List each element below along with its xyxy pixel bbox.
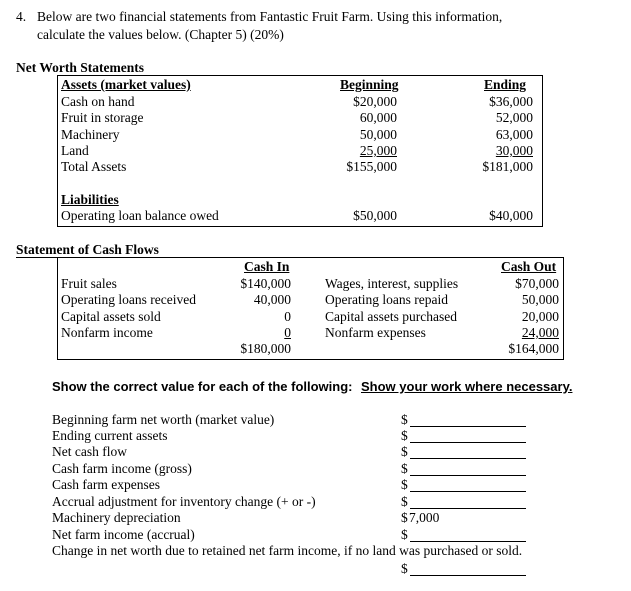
outflow-value: $70,000	[515, 276, 559, 291]
asset-beginning: 50,000	[359, 127, 397, 142]
last-question-prefix: $	[401, 561, 408, 576]
asset-ending: $36,000	[489, 94, 533, 109]
asset-beginning: 25,000	[359, 143, 397, 158]
total-assets-ending: $181,000	[482, 159, 533, 174]
answer-prefix: $	[401, 461, 408, 476]
asset-ending: 30,000	[495, 143, 533, 158]
outflow-label: Nonfarm expenses	[325, 325, 426, 340]
answer-label: Machinery depreciation	[52, 510, 181, 525]
net-worth-title: Net Worth Statements	[16, 60, 144, 75]
outflow-label: Capital assets purchased	[325, 309, 457, 324]
answer-prefix: $	[401, 444, 408, 459]
answer-prefix: $	[401, 510, 408, 525]
answer-prefix: $	[401, 477, 408, 492]
instructions-part2: Show your work where necessary.	[361, 379, 573, 394]
answer-blank[interactable]	[410, 508, 526, 509]
answer-blank[interactable]	[410, 426, 526, 427]
cash-out-header: Cash Out	[501, 259, 557, 274]
answer-blank[interactable]	[410, 491, 526, 492]
answer-label: Cash farm expenses	[52, 477, 160, 492]
answer-label: Beginning farm net worth (market value)	[52, 412, 275, 427]
inflow-value: 40,000	[253, 292, 291, 307]
answer-prefix: $	[401, 527, 408, 542]
beginning-header: Beginning	[340, 77, 399, 92]
answer-blank[interactable]	[410, 475, 526, 476]
asset-label: Machinery	[61, 127, 120, 142]
answer-blank[interactable]	[410, 458, 526, 459]
cash-in-total: $180,000	[240, 341, 291, 356]
asset-label: Cash on hand	[61, 94, 135, 109]
total-assets-label: Total Assets	[61, 159, 127, 174]
inflow-label: Fruit sales	[61, 276, 117, 291]
total-assets-beginning: $155,000	[346, 159, 397, 174]
asset-ending: 52,000	[495, 110, 533, 125]
answer-prefix: $	[401, 428, 408, 443]
answer-label: Net cash flow	[52, 444, 127, 459]
inflow-value: 0	[284, 309, 291, 324]
liability-label: Operating loan balance owed	[61, 208, 219, 223]
answer-label: Net farm income (accrual)	[52, 527, 195, 542]
outflow-label: Wages, interest, supplies	[325, 276, 459, 291]
cash-flows-title: Statement of Cash Flows	[16, 242, 159, 257]
cash-flows-title-underline	[16, 257, 57, 258]
answer-prefix: $	[401, 494, 408, 509]
answer-label: Accrual adjustment for inventory change (+ or -)	[52, 494, 316, 509]
asset-beginning: $20,000	[353, 94, 397, 109]
inflow-label: Nonfarm income	[61, 325, 153, 340]
inflow-value: $140,000	[240, 276, 291, 291]
liability-ending: $40,000	[489, 208, 533, 223]
liability-beginning: $50,000	[353, 208, 397, 223]
inflow-label: Operating loans received	[61, 292, 196, 307]
question-text-line1: Below are two financial statements from Fantastic Fruit Farm. Using this information,	[37, 9, 503, 24]
outflow-value: 24,000	[521, 325, 559, 340]
asset-beginning: 60,000	[359, 110, 397, 125]
answer-blank[interactable]	[410, 541, 526, 542]
asset-label: Land	[61, 143, 89, 158]
outflow-value: 50,000	[521, 292, 559, 307]
asset-ending: 63,000	[495, 127, 533, 142]
last-question-label: Change in net worth due to retained net farm income, if no land was purchased or sold.	[52, 543, 523, 558]
asset-label: Fruit in storage	[61, 110, 144, 125]
liabilities-header: Liabilities	[61, 192, 119, 207]
ending-header: Ending	[484, 77, 527, 92]
answer-blank[interactable]	[410, 575, 526, 576]
outflow-value: 20,000	[521, 309, 559, 324]
machinery-depreciation-value: 7,000	[409, 510, 440, 525]
inflow-value: 0	[284, 325, 291, 340]
instructions-part1: Show the correct value for each of the following:	[52, 379, 353, 394]
cash-in-header: Cash In	[244, 259, 290, 274]
question-number: 4.	[16, 9, 27, 24]
assets-header: Assets (market values)	[61, 77, 191, 92]
cash-out-total: $164,000	[508, 341, 559, 356]
answer-label: Ending current assets	[52, 428, 168, 443]
answer-blank[interactable]	[410, 442, 526, 443]
outflow-label: Operating loans repaid	[325, 292, 448, 307]
question-text-line2: calculate the values below. (Chapter 5) (20%)	[37, 27, 284, 42]
answer-prefix: $	[401, 412, 408, 427]
answer-label: Cash farm income (gross)	[52, 461, 192, 476]
inflow-label: Capital assets sold	[61, 309, 161, 324]
